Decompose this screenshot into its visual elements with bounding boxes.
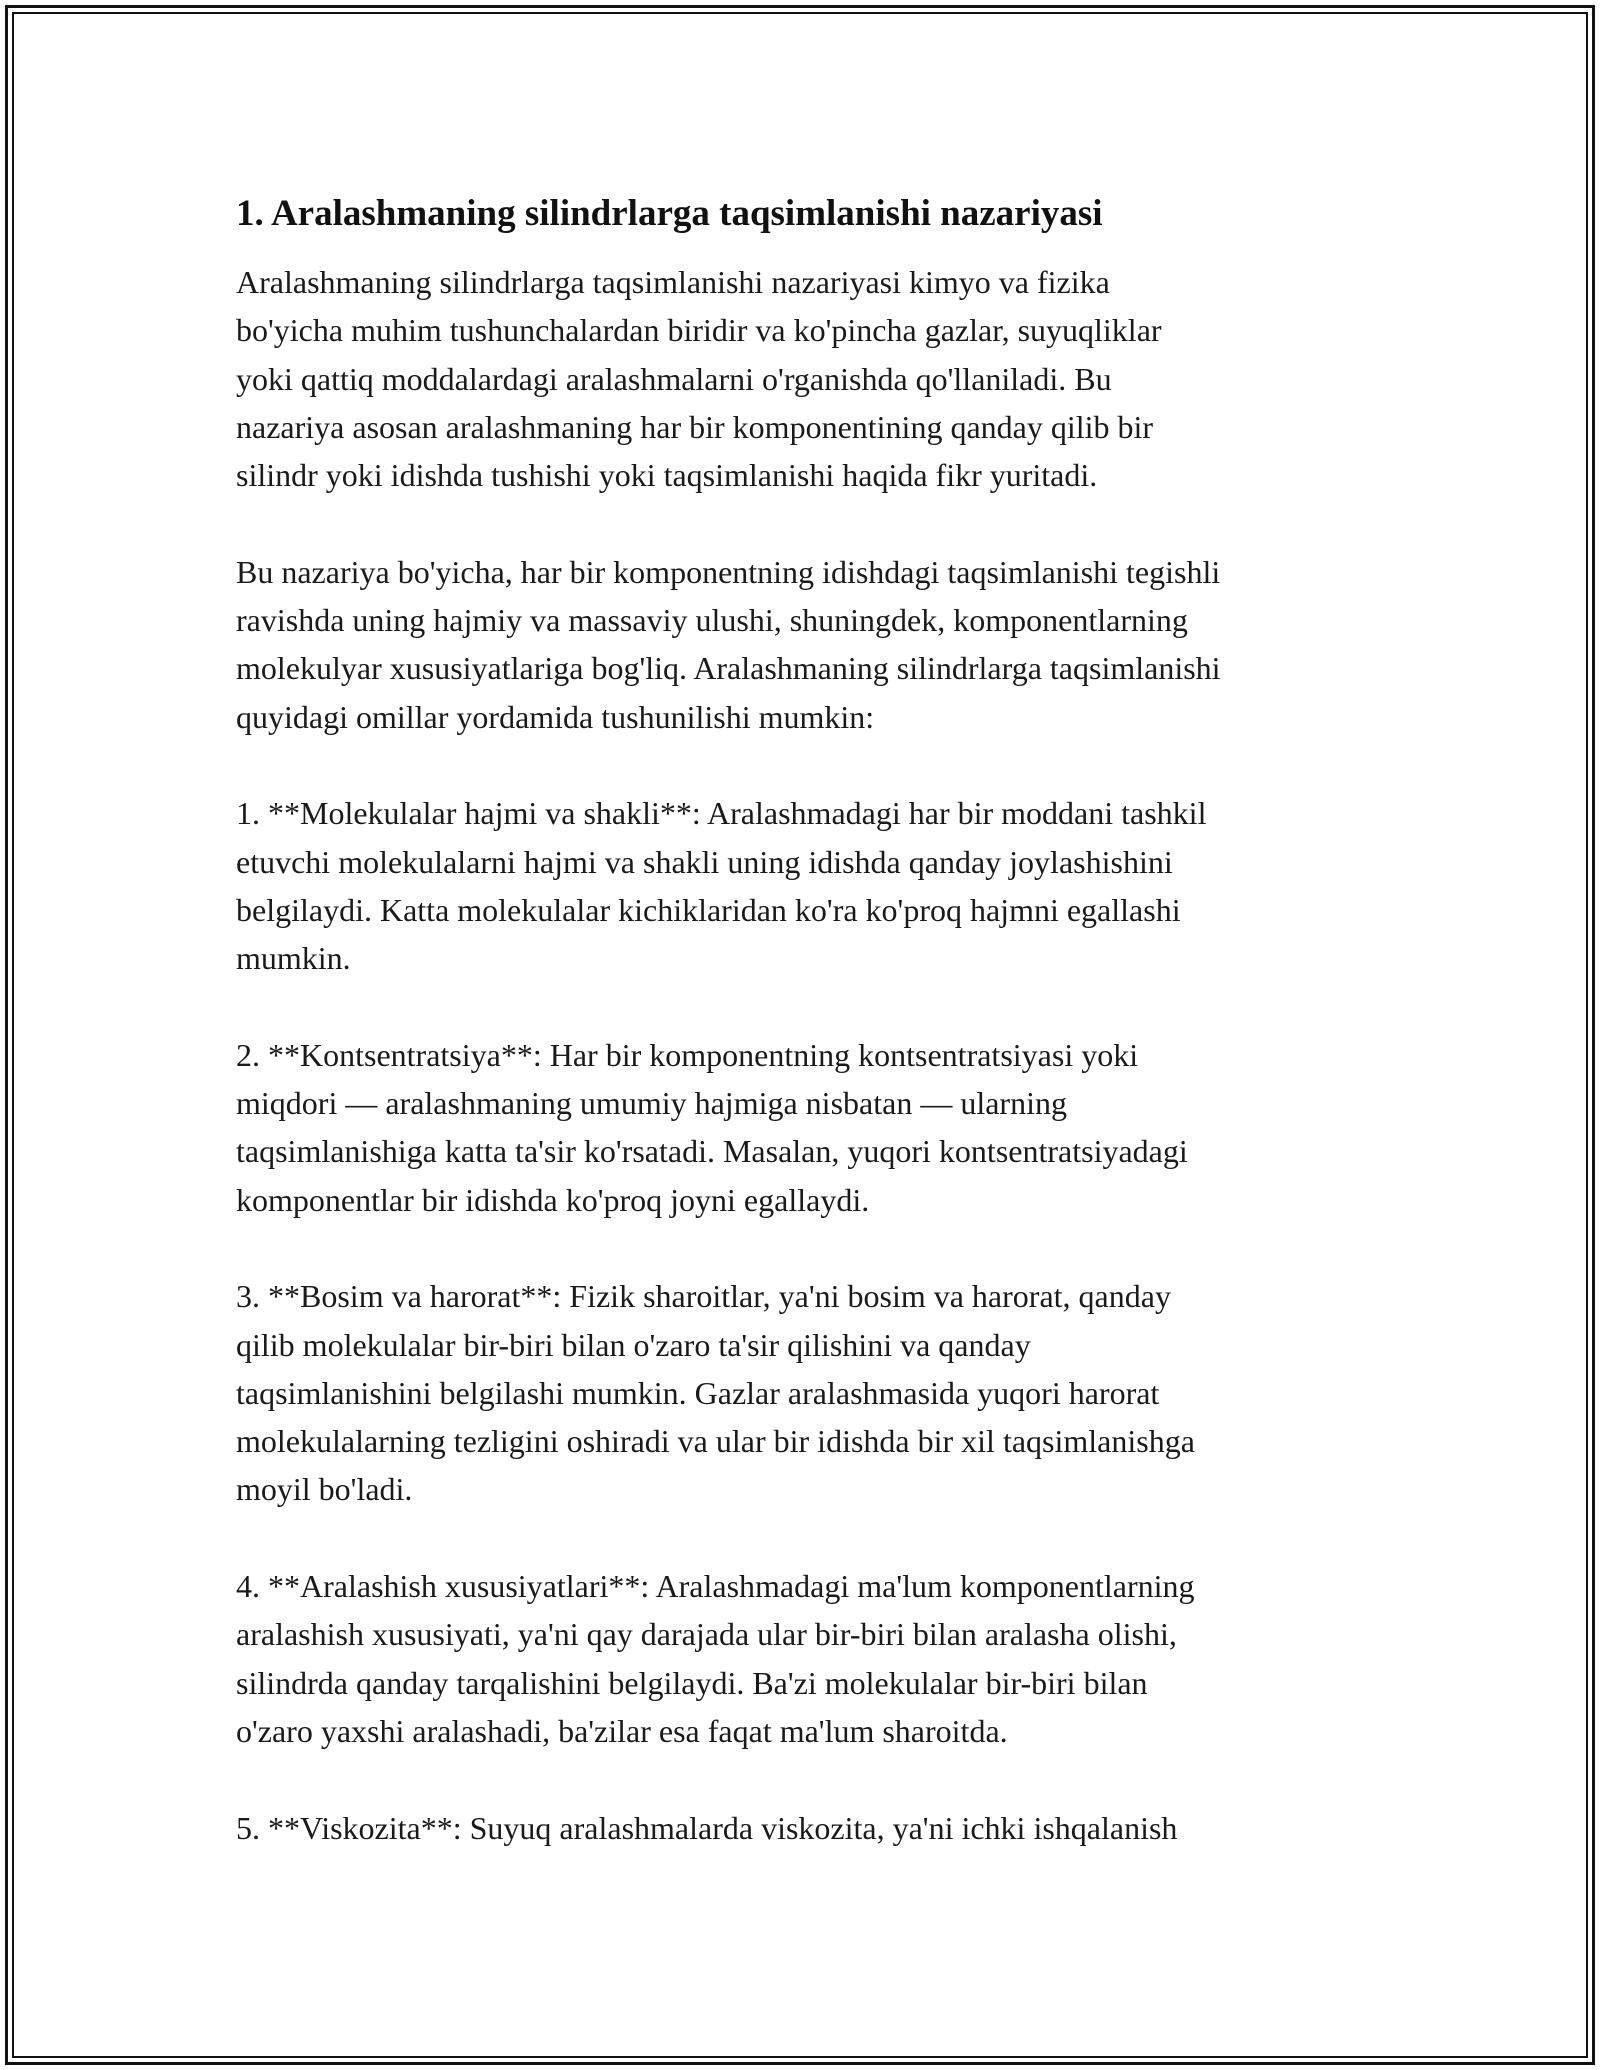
factors-intro-paragraph: Bu nazariya bo'yicha, har bir komponentning idishdagi taqsimlanishi tegishli ravishda uning hajmiy va massaviy ulushi, shuningdek, komponentlarning molekulyar xususiyatlariga bog'liq. Aralashmaning silindrlarga taqsimlanishi quyidagi omillar yordamida tushunilishi mumkin: <box>236 553 1221 735</box>
document-body <box>236 188 1376 1852</box>
list-item-molecule-size: 1. **Molekulalar hajmi va shakli**: Aralashmadagi har bir moddani tashkil etuvchi molekulalarni hajmi va shakli uning idishda qanday joylashishini belgilaydi. Katta molekulalar kichiklaridan ko'ra ko'proq hajmni egallashi mumkin. <box>236 795 1207 977</box>
list-item-mixing-properties: 4. **Aralashish xususiyatlari**: Aralashmadagi ma'lum komponentlarning aralashish xususiyati, ya'ni qay darajada ular bir-biri bilan aralasha olishi, silindrda qanday tarqalishini belgilaydi. Ba'zi molekulalar bir-biri bilan o'zaro yaxshi aralashadi, ba'zilar esa faqat ma'lum sharoitda. <box>236 1568 1195 1749</box>
list-item-viscosity: 5. **Viskozita**: Suyuq aralashmalarda viskozita, ya'ni ichki ishqalanish <box>236 1809 1178 1846</box>
intro-paragraph: Aralashmaning silindrlarga taqsimlanishi nazariyasi kimyo va fizika bo'yicha muhim tushunchalardan biridir va ko'pincha gazlar, suyuqliklar yoki qattiq moddalardagi aralashmalarni o'rganishda qo'llaniladi. Bu nazariya asosan aralashmaning har bir komponentining qanday qilib bir silindr yoki idishda tushishi yoki taqsimlanishi haqida fikr yuritadi. <box>236 264 1162 494</box>
list-item-pressure-temperature: 3. **Bosim va harorat**: Fizik sharoitlar, ya'ni bosim va harorat, qanday qilib molekulalar bir-biri bilan o'zaro ta'sir qilishini va qanday taqsimlanishini belgilashi mumkin. Gazlar aralashmasida yuqori harorat molekulalarning tezligini oshiradi va ular bir idishda bir xil taqsimlanishga moyil bo'ladi. <box>236 1278 1195 1508</box>
list-item-concentration: 2. **Kontsentratsiya**: Har bir komponentning kontsentratsiyasi yoki miqdori — aralashmaning umumiy hajmiga nisbatan — ularning taqsimlanishiga katta ta'sir ko'rsatadi. Masalan, yuqori kontsentratsiyadagi komponentlar bir idishda ko'proq joyni egallaydi. <box>236 1036 1188 1218</box>
section-heading: 1. Aralashmaning silindrlarga taqsimlanishi nazariyasi <box>236 193 1103 234</box>
